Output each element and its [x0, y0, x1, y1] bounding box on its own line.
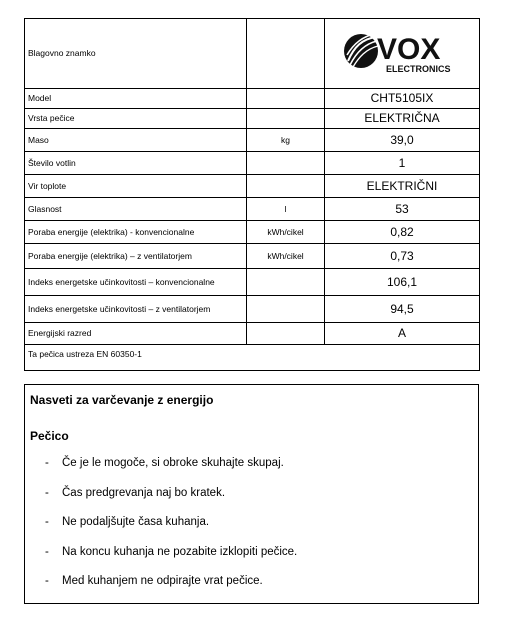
row-unit: l [247, 198, 325, 221]
row-label: Poraba energije (elektrika) - konvencionalne [25, 221, 247, 244]
bullet-dash: - [45, 516, 49, 528]
tips-subtitle: Pečico [30, 429, 69, 443]
row-unit [247, 296, 325, 323]
brand-row [25, 19, 480, 89]
tip-text: Med kuhanjem ne odpirajte vrat pečice. [62, 575, 263, 587]
row-unit [247, 89, 325, 109]
spec-row [25, 152, 480, 175]
list-item [45, 457, 297, 487]
row-unit [247, 175, 325, 198]
row-value: 0,82 [325, 221, 480, 244]
bullet-dash: - [45, 457, 49, 469]
row-unit [247, 109, 325, 129]
row-unit [247, 269, 325, 296]
product-spec-table [24, 18, 480, 371]
spec-row [25, 221, 480, 244]
note-row [25, 345, 480, 371]
row-value: 0,73 [325, 244, 480, 269]
row-value: ELEKTRIČNI [325, 175, 480, 198]
spec-row [25, 296, 480, 323]
spec-row [25, 198, 480, 221]
energy-tips-box [24, 384, 479, 604]
spec-row [25, 269, 480, 296]
row-label: Model [25, 89, 247, 109]
row-unit [247, 152, 325, 175]
row-value: A [325, 323, 480, 345]
row-label: Maso [25, 129, 247, 152]
spec-row [25, 323, 480, 345]
brand-label: Blagovno znamko [25, 19, 247, 89]
row-value: 39,0 [325, 129, 480, 152]
logo-swirl-icon [344, 34, 378, 68]
row-unit: kg [247, 129, 325, 152]
list-item [45, 575, 297, 605]
vox-electronics-logo [342, 27, 462, 79]
tip-text: Na koncu kuhanja ne pozabite izklopiti pečice. [62, 545, 298, 558]
list-item [45, 546, 297, 576]
brand-logo-cell [325, 19, 480, 89]
tips-title: Nasveti za varčevanje z energijo [30, 393, 214, 407]
row-value: 1 [325, 152, 480, 175]
spec-row [25, 109, 480, 129]
row-label: Vrsta pečice [25, 109, 247, 129]
bullet-dash: - [45, 486, 49, 499]
bullet-dash: - [45, 575, 49, 587]
bullet-dash: - [45, 545, 49, 558]
spec-row [25, 244, 480, 269]
row-label: Glasnost [25, 198, 247, 221]
row-value: 53 [325, 198, 480, 221]
tip-text: Če je le mogoče, si obroke skuhajte skupaj. [62, 457, 284, 469]
row-label: Indeks energetske učinkovitosti – z ventilatorjem [25, 296, 247, 323]
row-value: 106,1 [325, 269, 480, 296]
row-value: CHT5105IX [325, 89, 480, 109]
row-label: Indeks energetske učinkovitosti – konvencionalne [25, 269, 247, 296]
tips-list [45, 457, 297, 605]
spec-row [25, 129, 480, 152]
logo-wordmark: VOX [377, 33, 441, 66]
standard-note: Ta pečica ustreza EN 60350-1 [25, 345, 480, 371]
row-value: 94,5 [325, 296, 480, 323]
spec-row [25, 175, 480, 198]
row-unit: kWh/cikel [247, 221, 325, 244]
tip-text: Čas predgrevanja naj bo kratek. [62, 486, 226, 499]
row-unit: kWh/cikel [247, 244, 325, 269]
brand-unit-cell [247, 19, 325, 89]
list-item [45, 516, 297, 546]
row-value: ELEKTRIČNA [325, 109, 480, 129]
row-label: Vir toplote [25, 175, 247, 198]
list-item [45, 487, 297, 517]
spec-row [25, 89, 480, 109]
row-unit [247, 323, 325, 345]
row-label: Število votlin [25, 152, 247, 175]
row-label: Energijski razred [25, 323, 247, 345]
tip-text: Ne podaljšujte časa kuhanja. [62, 516, 210, 528]
row-label: Poraba energije (elektrika) – z ventilatorjem [25, 244, 247, 269]
logo-subtext: ELECTRONICS [386, 64, 451, 74]
